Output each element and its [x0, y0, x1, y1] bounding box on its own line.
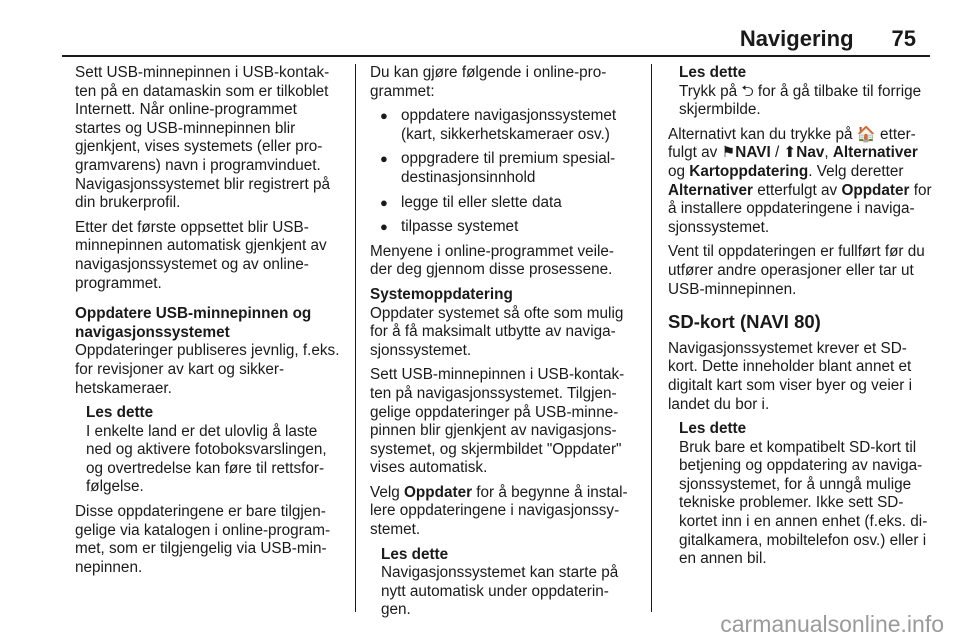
menu-term: Kartoppdatering	[689, 162, 809, 180]
note-box	[668, 64, 932, 120]
note-text: I enkelte land er det ulovlig å laste ned og aktivere fotoboksvarslingen, og overtredelse kan føre til rettsfor-følgelse.	[86, 422, 327, 496]
page-number: 75	[891, 26, 916, 51]
paragraph: Vent til oppdateringen er fullført før du utfører andre operasjoner eller tar ut USB-minnepinnen.	[668, 243, 925, 298]
note-text: Navigasjonssystemet kan starte på nytt automatisk under oppdaterin-gen.	[381, 564, 619, 619]
paragraph	[370, 484, 634, 540]
note-box	[668, 420, 932, 569]
note-title: Les dette	[679, 64, 747, 81]
column-divider-2	[651, 64, 652, 612]
section-heading: Oppdatere USB-minnepinnen og navigasjonssystemet	[75, 305, 312, 341]
column-2	[370, 64, 634, 626]
text-run: og	[668, 162, 690, 180]
menu-term: Oppdater	[404, 483, 473, 501]
page-header	[0, 26, 916, 52]
note-text: Bruk bare et kompatibelt SD-kort til betjening og oppdatering av naviga-sjonssystemet, for å unngå mulige tekniske problemer. Ikke sett SD-kortet inn i en annen enhet (f.eks. di-gitalkamera, mobiltelefon osv.) eller i en annen bil.	[679, 438, 928, 568]
text-run: for å begynne å instal-lere oppdateringene i navigasjonssy-stemet.	[370, 483, 628, 539]
header-rule	[62, 55, 930, 57]
text-run: . Velg deretter	[808, 162, 904, 180]
text-run: Alternativt kan du trykke på	[668, 125, 857, 143]
list-item: ● tilpasse systemet	[370, 218, 634, 237]
sub-heading: Systemoppdatering	[370, 285, 513, 303]
text-run: for å installere oppdateringene i naviga-sjonssystemet.	[668, 181, 932, 236]
text-run: Velg	[370, 483, 405, 501]
bullet-list	[370, 107, 634, 237]
paragraph: Menyene i online-programmet veile-der deg gjennom disse prosessene.	[370, 242, 615, 279]
note-title: Les dette	[86, 404, 154, 422]
page-title: Navigering	[739, 26, 854, 51]
menu-term: Nav	[796, 144, 825, 162]
menu-term: Oppdater	[841, 181, 910, 199]
home-icon: 🏠	[856, 125, 876, 143]
watermark: carmanualsonline.info	[720, 611, 944, 637]
column-1	[75, 64, 343, 583]
column-3	[668, 64, 932, 575]
paragraph: Oppdateringer publiseres jevnlig, f.eks. for revisjoner av kart og sikker-hetskameraer.	[75, 342, 340, 397]
paragraph: Disse oppdateringene er bare tilgjen-gelige via katalogen i online-program-met, som er tilgjengelig via USB-min-nepinnen.	[75, 503, 331, 576]
paragraph: Oppdater systemet så ofte som mulig for å få maksimalt utbytte av naviga-sjonssystemet.	[370, 304, 624, 359]
note-title: Les dette	[679, 420, 747, 438]
list-item: ● oppdatere navigasjonssystemet (kart, sikkerhetskameraer osv.)	[370, 107, 634, 144]
menu-term: Alternativer	[668, 181, 754, 199]
note-box	[370, 546, 634, 620]
note-box	[75, 404, 343, 497]
paragraph: Sett USB-minnepinnen i USB-kontak-ten på en datamaskin som er tilkoblet Internett. Når online-programmet startes og USB-minnepinnen blir gjenkjent, vises systemets (eller pro-gramvarens) navn i programvinduet. Navigasjonssystemet blir registrert på din brukerprofil.	[75, 64, 331, 212]
list-item: ● oppgradere til premium spesial-destinasjonsinnhold	[370, 150, 634, 187]
paragraph: Du kan gjøre følgende i online-pro-grammet:	[370, 64, 607, 100]
paragraph	[668, 126, 932, 238]
back-arrow-icon: ⮌	[741, 82, 754, 100]
paragraph: Navigasjonssystemet krever et SD-kort. Dette inneholder blant annet et digitalt kart som viser byer og veier i landet du bor i.	[668, 339, 912, 413]
text-run: Trykk på	[679, 82, 742, 100]
column-divider-1	[355, 64, 356, 612]
text-run: etterfulgt av	[753, 181, 842, 199]
text-run: for å gå tilbake til forrige skjermbilde.	[679, 82, 922, 119]
text-run: /	[770, 144, 784, 162]
note-title: Les dette	[381, 545, 449, 563]
text-run: ,	[824, 144, 833, 162]
menu-term: NAVI	[735, 144, 771, 162]
paragraph: Sett USB-minnepinnen i USB-kontak-ten på navigasjonssystemet. Tilgjen-gelige oppdateringer på USB-minne-pinnen blir gjenkjent av navigasjons-systemet, og skjermbildet "Oppdater" vises automatisk.	[370, 366, 625, 477]
menu-term: Alternativer	[832, 144, 918, 162]
paragraph: Etter det første oppsettet blir USB-minnepinnen automatisk gjenkjent av navigasjonssystemet og av online-programmet.	[75, 218, 327, 292]
flag-icon: ⚑	[721, 144, 736, 162]
section-title: SD-kort (NAVI 80)	[668, 311, 821, 333]
list-item: ● legge til eller slette data	[370, 194, 634, 213]
text-run: etter-fulgt av	[668, 125, 916, 162]
nav-arrow-icon: ⬆	[783, 144, 797, 162]
